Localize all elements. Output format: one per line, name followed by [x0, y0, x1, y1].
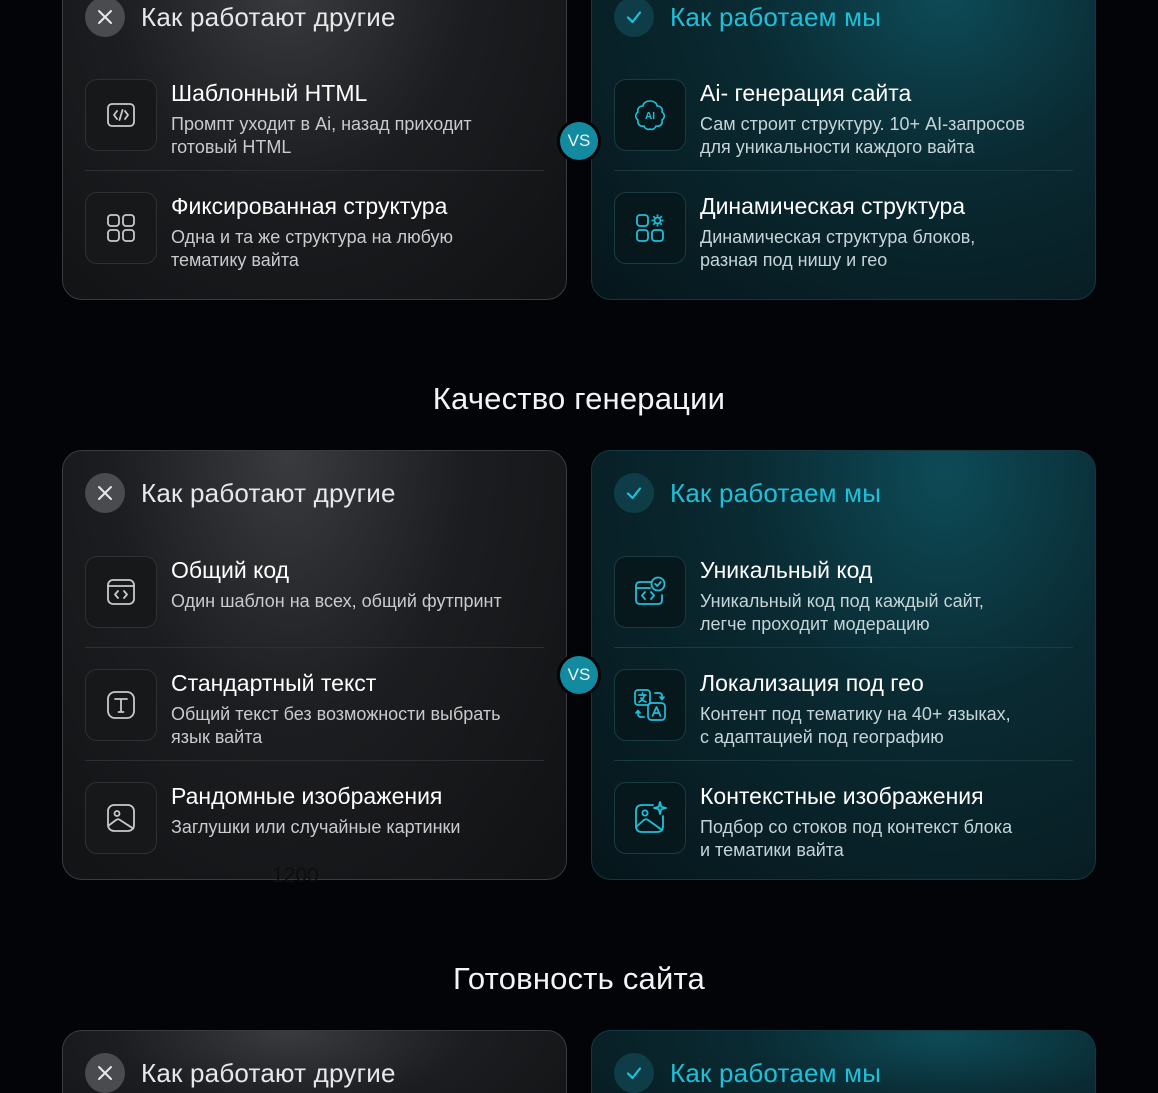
- check-icon: [614, 473, 654, 513]
- divider: [85, 760, 544, 761]
- stray-label: 1200: [272, 864, 319, 887]
- list-item: [85, 79, 544, 159]
- ours-card-heading: Как работаем мы: [670, 1, 882, 32]
- divider: [614, 170, 1073, 171]
- item-title: Ai- генерация сайта: [700, 80, 912, 106]
- others-card-header: [85, 0, 396, 37]
- divider: [85, 647, 544, 648]
- item-title: Рандомные изображения: [171, 783, 443, 809]
- item-title: Стандартный текст: [171, 670, 377, 696]
- svg-text:AI: AI: [645, 111, 655, 122]
- others-card-header: [85, 473, 396, 513]
- others-card-heading: Как работают другие: [141, 477, 396, 508]
- ours-card-readiness: [591, 1030, 1096, 1093]
- item-description: Сам строит структуру. 10+ AI-запросов для уникальности каждого вайта: [700, 114, 1025, 157]
- item-title: Уникальный код: [700, 557, 873, 583]
- translate-icon: [614, 669, 686, 741]
- section-title: Качество генерации: [432, 381, 726, 416]
- dynamic-grid-icon: [614, 192, 686, 264]
- divider: [614, 647, 1073, 648]
- divider: [614, 760, 1073, 761]
- list-item: [85, 782, 544, 854]
- others-card-heading: Как работают другие: [141, 1, 396, 32]
- others-card-quality: [62, 450, 567, 880]
- list-item: [614, 556, 1073, 636]
- text-icon: [85, 669, 157, 741]
- item-description: Динамическая структура блоков, разная под нишу и гео: [700, 227, 976, 270]
- section-title: Готовность сайта: [452, 961, 705, 996]
- list-item: [614, 669, 1073, 749]
- item-title: Контекстные изображения: [700, 783, 984, 809]
- others-card-header: [85, 1053, 396, 1093]
- close-icon: [85, 0, 125, 37]
- others-card-heading: Как работают другие: [141, 1057, 396, 1088]
- vs-badge: VS: [560, 656, 598, 694]
- ours-card-heading: Как работаем мы: [670, 477, 882, 508]
- item-description: Заглушки или случайные картинки: [171, 817, 461, 837]
- others-card-readiness: [62, 1030, 567, 1093]
- list-item: [614, 782, 1073, 862]
- grid-icon: [85, 192, 157, 264]
- ours-card-header: [614, 1053, 881, 1093]
- code-window-icon: [85, 556, 157, 628]
- close-icon: [85, 473, 125, 513]
- item-description: Промпт уходит в Ai, назад приходит готовый HTML: [171, 114, 472, 157]
- item-description: Контент под тематику на 40+ языках, с адаптацией под географию: [700, 704, 1011, 747]
- list-item: [614, 192, 1073, 272]
- list-item: [85, 669, 544, 749]
- vs-badge: VS: [560, 122, 598, 160]
- item-title: Локализация под гео: [700, 670, 924, 696]
- code-file-icon: [85, 79, 157, 151]
- item-title: Общий код: [171, 557, 290, 583]
- others-card-structure: [62, 0, 567, 300]
- item-description: Одна и та же структура на любую тематику вайта: [171, 227, 453, 270]
- list-item: [85, 556, 544, 628]
- item-title: Шаблонный HTML: [171, 80, 368, 106]
- ours-card-header: [614, 473, 881, 513]
- list-item: [85, 192, 544, 272]
- ours-card-heading: Как работаем мы: [670, 1057, 882, 1088]
- ours-card-structure: [591, 0, 1096, 300]
- item-title: Фиксированная структура: [171, 193, 448, 219]
- image-icon: [85, 782, 157, 854]
- code-check-icon: [614, 556, 686, 628]
- check-icon: [614, 1053, 654, 1093]
- image-sparkle-icon: [614, 782, 686, 854]
- divider: [85, 170, 544, 171]
- item-description: Подбор со стоков под контекст блока и тематики вайта: [700, 817, 1013, 860]
- close-icon: [85, 1053, 125, 1093]
- ai-brain-icon: [614, 79, 686, 151]
- item-title: Динамическая структура: [700, 193, 966, 219]
- ours-card-quality: [591, 450, 1096, 880]
- item-description: Один шаблон на всех, общий футпринт: [171, 591, 502, 611]
- item-description: Общий текст без возможности выбрать язык вайта: [171, 704, 501, 747]
- item-description: Уникальный код под каждый сайт, легче проходит модерацию: [700, 591, 984, 634]
- list-item: [614, 79, 1073, 159]
- ours-card-header: [614, 0, 881, 37]
- check-icon: [614, 0, 654, 37]
